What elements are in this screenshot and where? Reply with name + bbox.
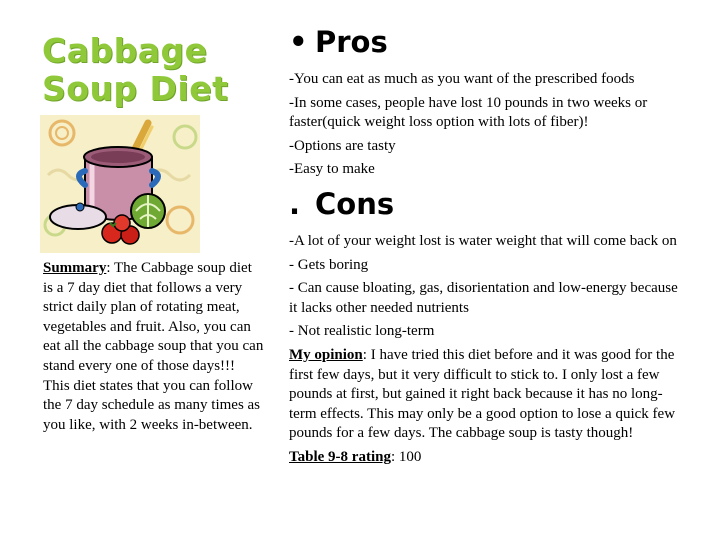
pros-item: -Options are tasty <box>289 137 396 154</box>
pros-cons-column <box>289 22 689 472</box>
slide-title <box>42 32 272 108</box>
summary-label: Summary <box>43 260 107 276</box>
pros-item: -You can eat as much as you want of the prescribed foods <box>289 71 635 87</box>
rating-value: : 100 <box>390 448 422 465</box>
title-line-1: Cabbage <box>42 31 208 70</box>
opinion-text: : I have tried this diet before and it was good for the first few days, but it very difficult to stick to. I only lost a few pounds at first, but gained it right back because it has no long-term effects. This may only be a good option to lose a quick few pounds for a few days. The cabbage soup is tasty though! <box>289 346 676 442</box>
cons-bullet: . <box>289 186 301 221</box>
cons-item: - Can cause bloating, gas, disorientation and low-energy because it lacks other needed nutrients <box>289 280 678 316</box>
opinion-label: My opinion <box>289 346 363 363</box>
pros-heading <box>289 22 689 62</box>
cons-item: - Gets boring <box>289 256 369 273</box>
summary-paragraph <box>43 259 265 435</box>
cons-item: - Not realistic long-term <box>289 323 435 340</box>
opinion-paragraph <box>289 346 689 444</box>
cons-heading <box>289 184 689 224</box>
title-line-2: Soup Diet <box>42 69 229 108</box>
cons-heading-text: Cons <box>315 186 395 221</box>
cons-item: -A lot of your weight lost is water weight that will come back on <box>289 232 677 249</box>
rating-paragraph <box>289 448 689 468</box>
rating-label: Table 9-8 rating <box>289 448 391 465</box>
pros-heading-text: Pros <box>315 25 388 59</box>
summary-text: : The Cabbage soup diet is a 7 day diet that follows a very strict daily plan of rotating meat, vegetables and fruit. Also, you can eat all the cabbage soup that you can stand every one of those days!!! This diet states that you can follow the 7 day schedule as many times as you like, with 2 weeks in-between. <box>43 260 264 433</box>
pros-item: -Easy to make <box>289 161 375 178</box>
pros-item: -In some cases, people have lost 10 pounds in two weeks or faster(quick weight loss option with lots of fiber)! <box>289 94 648 131</box>
soup-pot-clipart-icon <box>40 115 200 253</box>
pros-bullet: • <box>289 25 308 59</box>
